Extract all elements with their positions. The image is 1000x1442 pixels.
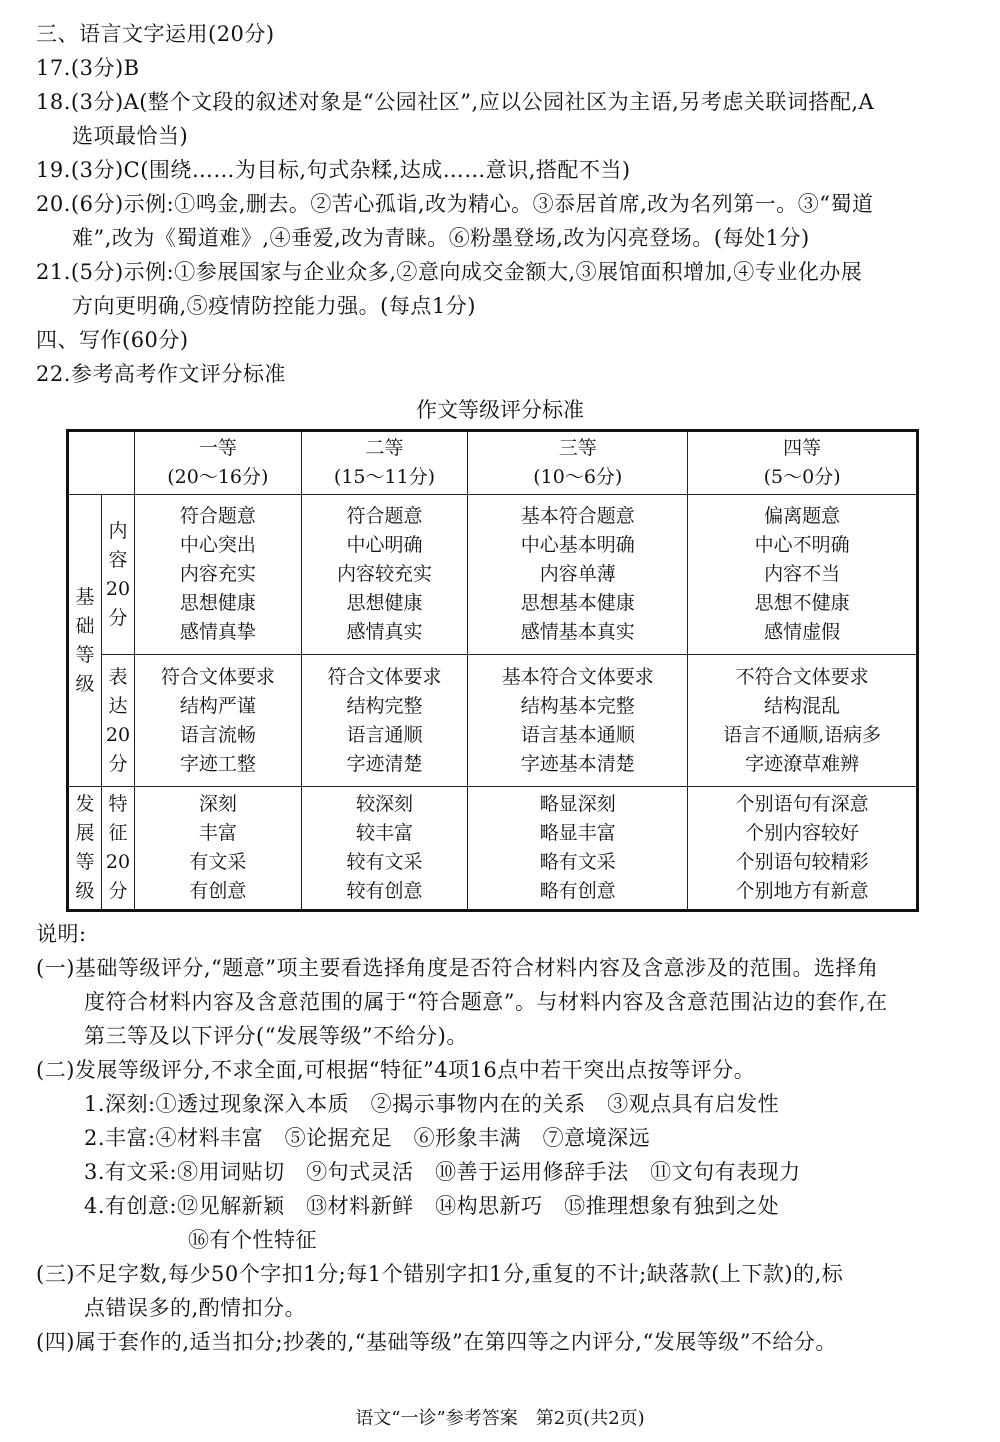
note-title: 说明:: [36, 922, 87, 946]
grade-header-4: 四等 (5～0分): [688, 431, 918, 495]
grade-header-2: 二等 (15～11分): [301, 431, 468, 495]
q20-line1: 20.(6分)示例:①鸣金,删去。②苦心孤诣,改为精心。③忝居首席,改为名列第一。③“蜀道: [36, 192, 874, 216]
corner-cell: [68, 431, 135, 495]
expression-grade-3: 基本符合文体要求 结构基本完整 语言基本通顺 字迹基本清楚: [468, 655, 688, 787]
content-label: 内 容 20 分: [102, 495, 135, 655]
note2-item4: 4.有创意:⑫见解新颖 ⑬材料新鲜 ⑭构思新巧 ⑮推理想象有独到之处: [84, 1194, 780, 1218]
note2-item2: 2.丰富:④材料丰富 ⑤论据充足 ⑥形象丰满 ⑦意境深远: [84, 1126, 651, 1150]
note2-item1: 1.深刻:①透过现象深入本质 ②揭示事物内在的关系 ③观点具有启发性: [84, 1092, 780, 1116]
note4: (四)属于套作的,适当扣分;抄袭的,“基础等级”在第四等之内评分,“发展等级”不给分。: [36, 1330, 837, 1354]
feature-grade-3: 略显深刻 略显丰富 略有文采 略有创意: [468, 787, 688, 911]
grade-header-3: 三等 (10～6分): [468, 431, 688, 495]
note2-item3: 3.有文采:⑧用词贴切 ⑨句式灵活 ⑩善于运用修辞手法 ⑪文句有表现力: [84, 1160, 801, 1184]
feature-label: 特 征 20 分: [102, 787, 135, 911]
content-grade-2: 符合题意 中心明确 内容较充实 思想健康 感情真实: [301, 495, 468, 655]
expression-grade-2: 符合文体要求 结构完整 语言通顺 字迹清楚: [301, 655, 468, 787]
page-footer: 语文“一诊”参考答案 第2页(共2页): [355, 1408, 645, 1429]
q19: 19.(3分)C(围绕……为目标,句式杂糅,达成……意识,搭配不当): [36, 158, 631, 182]
feature-grade-4: 个别语句有深意 个别内容较好 个别语句较精彩 个别地方有新意: [688, 787, 918, 911]
q18-line1: 18.(3分)A(整个文段的叙述对象是“公园社区”,应以公园社区为主语,另考虑关联词搭配,A: [36, 90, 875, 114]
basic-level-label: 基 础 等 级: [68, 495, 102, 787]
q21-line2: 方向更明确,⑤疫情防控能力强。(每点1分): [72, 294, 476, 318]
note2-line1: (二)发展等级评分,不求全面,可根据“特征”4项16点中若干突出点按等评分。: [36, 1058, 756, 1082]
expression-grade-4: 不符合文体要求 结构混乱 语言不通顺,语病多 字迹潦草难辨: [688, 655, 918, 787]
expression-grade-1: 符合文体要求 结构严谨 语言流畅 字迹工整: [135, 655, 302, 787]
table-title: 作文等级评分标准: [416, 398, 584, 422]
note1-line1: (一)基础等级评分,“题意”项主要看选择角度是否符合材料内容及含意涉及的范围。选择角: [36, 956, 879, 980]
feature-grade-2: 较深刻 较丰富 较有文采 较有创意: [301, 787, 468, 911]
content-grade-4: 偏离题意 中心不明确 内容不当 思想不健康 感情虚假: [688, 495, 918, 655]
content-grade-3: 基本符合题意 中心基本明确 内容单薄 思想基本健康 感情基本真实: [468, 495, 688, 655]
section4-title: 四、写作(60分): [36, 328, 189, 352]
feature-grade-1: 深刻 丰富 有文采 有创意: [135, 787, 302, 911]
note1-line2: 度符合材料内容及含意范围的属于“符合题意”。与材料内容及含意范围沾边的套作,在: [84, 990, 888, 1014]
q20-line2: 难”,改为《蜀道难》,④垂爱,改为青睐。⑥粉墨登场,改为闪亮登场。(每处1分): [72, 226, 810, 250]
q21-line1: 21.(5分)示例:①参展国家与企业众多,②意向成交金额大,③展馆面积增加,④专业化办展: [36, 260, 863, 284]
q18-line2: 选项最恰当): [72, 124, 189, 148]
note2-item5: ⑯有个性特征: [188, 1228, 317, 1252]
q17: 17.(3分)B: [36, 56, 140, 80]
expression-label: 表 达 20 分: [102, 655, 135, 787]
note3-line2: 点错误多的,酌情扣分。: [84, 1296, 307, 1320]
grade-header-1: 一等 (20～16分): [135, 431, 302, 495]
note1-line3: 第三等及以下评分(“发展等级”不给分)。: [84, 1024, 468, 1048]
section3-title: 三、语言文字运用(20分): [36, 22, 275, 46]
grading-table: [66, 429, 919, 912]
content-grade-1: 符合题意 中心突出 内容充实 思想健康 感情真挚: [135, 495, 302, 655]
q22: 22.参考高考作文评分标准: [36, 362, 286, 386]
note3-line1: (三)不足字数,每少50个字扣1分;每1个错别字扣1分,重复的不计;缺落款(上下款)的,标: [36, 1262, 844, 1286]
development-level-label: 发 展 等 级: [68, 787, 102, 911]
